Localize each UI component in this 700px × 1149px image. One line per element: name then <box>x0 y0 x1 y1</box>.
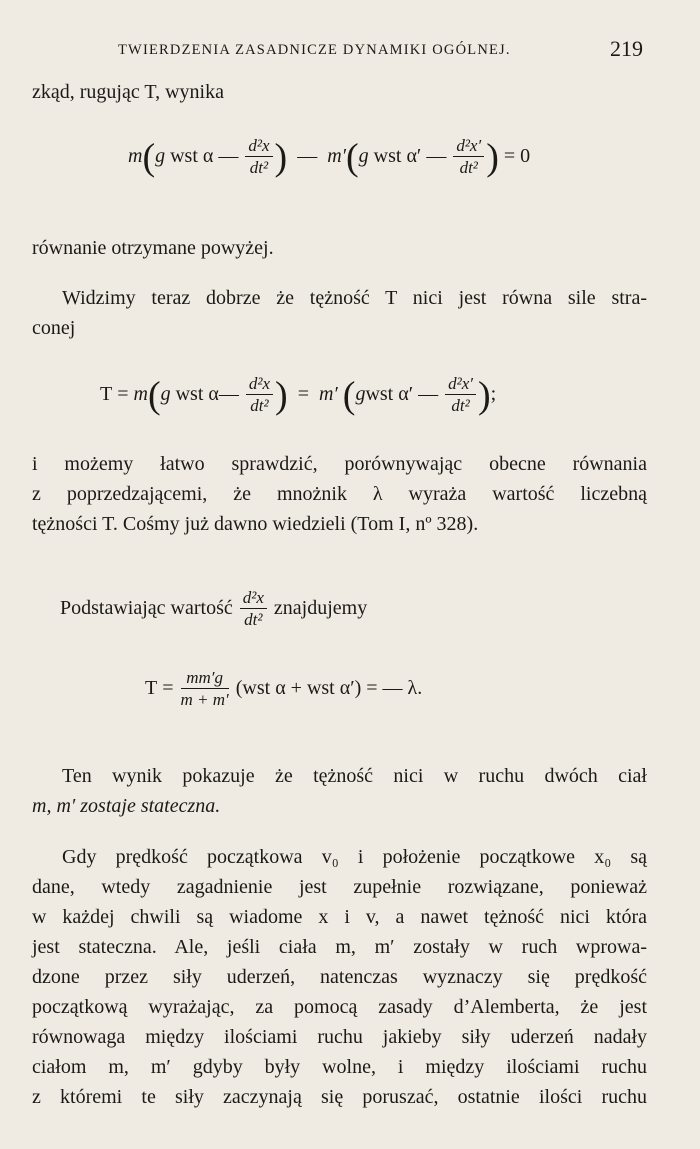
paragraph-line: w każdej chwili są wiadome x i v, a nawet tężność nici która <box>32 906 647 928</box>
eq-symbol: m <box>133 383 148 406</box>
eq-operator: — <box>218 383 239 406</box>
fraction: $\frac{mm'g}{m + m'}$ <box>180 668 229 709</box>
paragraph-line: dane, wtedy zagadnienie jest zupełnie rozwiązane, ponieważ <box>32 876 647 898</box>
fraction: $\frac{\text{d²x}}{\text{dt²}}$ <box>245 136 272 179</box>
paragraph-line: m, m′ zostaje stateczna. <box>32 795 221 817</box>
fraction: $\frac{\text{d²x′}}{\text{dt²}}$ <box>453 136 484 179</box>
eq-symbol: wst α <box>170 145 214 168</box>
paragraph-line: z poprzedzającemi, że mnożnik λ wyraża wartość liczebną <box>32 483 647 505</box>
equation-3 <box>145 668 422 711</box>
paragraph-line: tężności T. Cośmy już dawno wiedzieli (Tom I, nº 328). <box>32 513 479 535</box>
eq-symbol: m <box>128 145 143 168</box>
page-number: 219 <box>610 36 643 61</box>
eq-symbol: wst α <box>175 383 219 406</box>
equation-1: m(g wst α — $\frac{\text{d²x}}{\text{dt²}}$ ) — m′(g wst α′ — $\frac{\text{d²x′}}{\text{dt²}}$ ) = 0 <box>128 136 531 179</box>
page-header <box>118 36 643 66</box>
eq-operator: ; <box>490 383 497 406</box>
paragraph-line: początkową wyrażając, za pomocą zasady d’Alemberta, że jest <box>32 996 647 1018</box>
eq-symbol: m′ <box>318 383 338 406</box>
paragraph-line: ciałom m, m′ gdyby były wolne, i między ilościami ruchu <box>32 1056 647 1078</box>
eq-symbol: wst α′ <box>365 383 414 406</box>
fraction: $\frac{\text{d²x}}{\text{dt²}}$ <box>246 374 273 417</box>
eq-expression: (wst α + wst α′) = — λ. <box>235 677 423 700</box>
paragraph-line: zkąd, rugując T, wynika <box>32 81 224 103</box>
paragraph-with-fraction <box>60 588 367 631</box>
paragraph-line: i możemy łatwo sprawdzić, porównywając obecne równania <box>32 453 647 475</box>
fraction: $\frac{\text{d²x′}}{\text{dt²}}$ <box>445 374 476 417</box>
fraction: $\frac{\text{d²x}}{\text{dt²}}$ <box>240 588 267 631</box>
paragraph-line: równanie otrzymane powyżej. <box>32 237 274 259</box>
eq-operator: — <box>418 383 439 406</box>
eq-operator: — <box>297 145 318 168</box>
running-title: TWIERDZENIA ZASADNICZE DYNAMIKI OGÓLNEJ. <box>118 42 511 58</box>
paragraph-line: Gdy prędkość początkowa v₀ i położenie początkowe x₀ są <box>62 846 647 868</box>
eq-operator: = <box>297 383 309 406</box>
paragraph-line: z któremi te siły zaczynają się poruszać, ostatnie ilości ruchu <box>32 1086 647 1108</box>
paragraph-line: równowaga między ilościami ruchu jakieby siły uderzeń nadały <box>32 1026 647 1048</box>
paragraph-text: znajdujemy <box>273 597 368 620</box>
paragraph-text: Podstawiając wartość <box>60 597 233 620</box>
eq-operator: — <box>218 145 239 168</box>
paragraph-line: conej <box>32 317 76 339</box>
eq-symbol: g <box>355 383 366 406</box>
paragraph-line: jest stateczna. Ale, jeśli ciała m, m′ zostały w ruch wprowa- <box>32 936 647 958</box>
paragraph-line: Widzimy teraz dobrze że tężność T nici jest równa sile stra- <box>62 287 647 309</box>
paragraph-line: dzone przez siły uderzeń, natenczas wyznaczy się prędkość <box>32 966 647 988</box>
equation-2: T = m(g wst α— $\frac{\text{d²x}}{\text{dt²}}$ ) = m′ (gwst α′ — $\frac{\text{d²x′}}{\text{dt²}}$ ); <box>100 374 497 417</box>
eq-operator: = 0 <box>503 145 531 168</box>
eq-symbol: g <box>160 383 171 406</box>
eq-operator: — <box>426 145 447 168</box>
eq-symbol: T <box>145 677 158 700</box>
eq-symbol: wst α′ <box>373 145 422 168</box>
paragraph-line: Ten wynik pokazuje że tężność nici w ruchu dwóch ciał <box>62 765 647 787</box>
eq-symbol: T <box>100 383 113 406</box>
eq-operator: = <box>162 677 174 700</box>
eq-symbol: g <box>155 145 166 168</box>
eq-symbol: m′ <box>327 145 347 168</box>
eq-symbol: g <box>358 145 369 168</box>
eq-operator: = <box>117 383 129 406</box>
